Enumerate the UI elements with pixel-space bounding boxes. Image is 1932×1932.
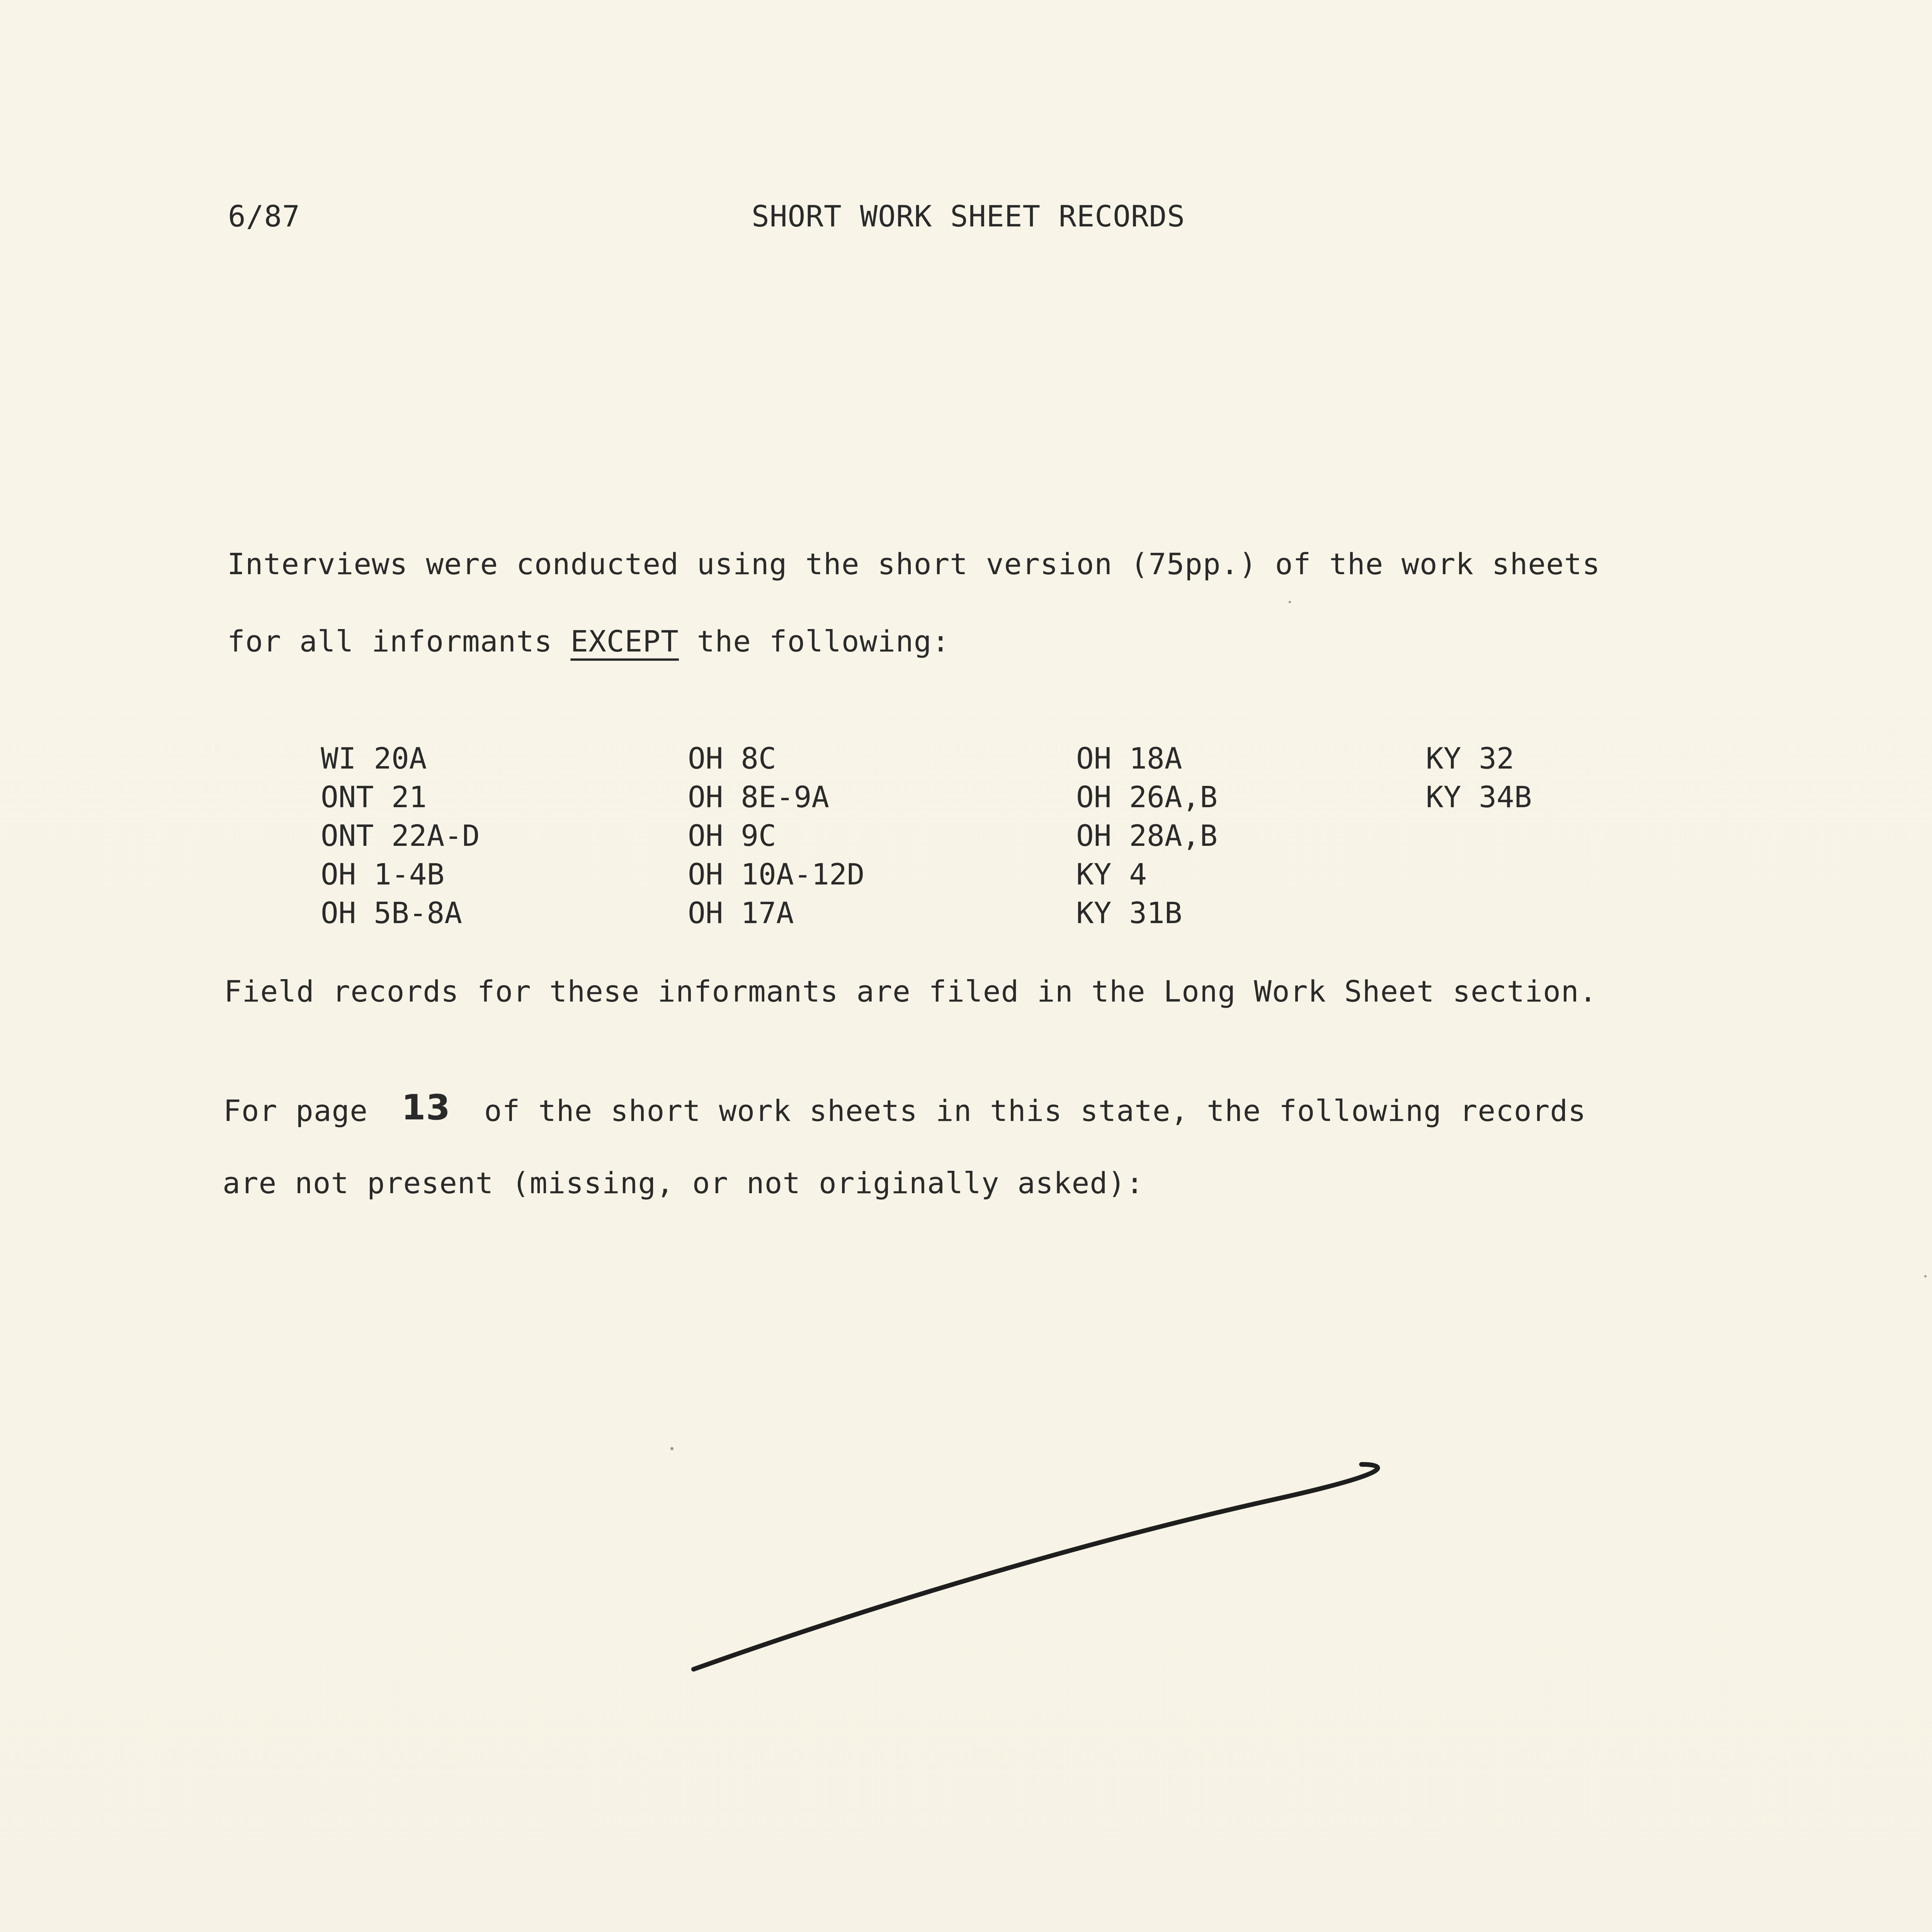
field-records-note: Field records for these informants are filed in the Long Work Sheet section. <box>224 974 1597 1009</box>
except-emphasis: EXCEPT <box>570 624 679 658</box>
informant-entry: ONT 22A-D <box>321 818 480 853</box>
informant-entry: OH 8C <box>688 741 776 776</box>
informant-entry: OH 28A,B <box>1076 818 1218 853</box>
page-note-line-2: are not present (missing, or not originally asked): <box>223 1166 1144 1200</box>
intro-line-1: Interviews were conducted using the short version (75pp.) of the work sheets <box>227 547 1600 581</box>
informant-entry: KY 32 <box>1426 741 1514 776</box>
informant-entry: OH 10A-12D <box>688 857 865 891</box>
informant-entry: WI 20A <box>321 741 427 776</box>
handwritten-page-number: 13 <box>401 1087 451 1128</box>
informant-entry: OH 8E-9A <box>688 780 830 814</box>
paper-speck <box>1924 1275 1927 1277</box>
intro-line-2-after: the following: <box>679 624 950 658</box>
page-note-before: For page <box>223 1094 386 1128</box>
informant-entry: KY 4 <box>1076 857 1147 891</box>
informant-entry: OH 17A <box>688 896 794 930</box>
informant-entry: ONT 21 <box>321 780 427 814</box>
informant-entry: OH 26A,B <box>1076 780 1218 814</box>
informant-entry: OH 5B-8A <box>321 896 463 930</box>
paper-speck <box>1289 601 1291 603</box>
header-title: SHORT WORK SHEET RECORDS <box>752 199 1185 233</box>
informant-entry: OH 1-4B <box>321 857 445 891</box>
informant-entry: OH 9C <box>688 818 776 853</box>
informant-entry: KY 34B <box>1426 780 1532 814</box>
informant-entry: KY 31B <box>1076 896 1182 930</box>
paper-speck <box>670 1447 673 1450</box>
header-date: 6/87 <box>228 199 301 233</box>
page-note-after: of the short work sheets in this state, the following records <box>466 1094 1586 1128</box>
intro-line-2-before: for all informants <box>227 624 571 658</box>
informant-entry: OH 18A <box>1076 741 1182 776</box>
